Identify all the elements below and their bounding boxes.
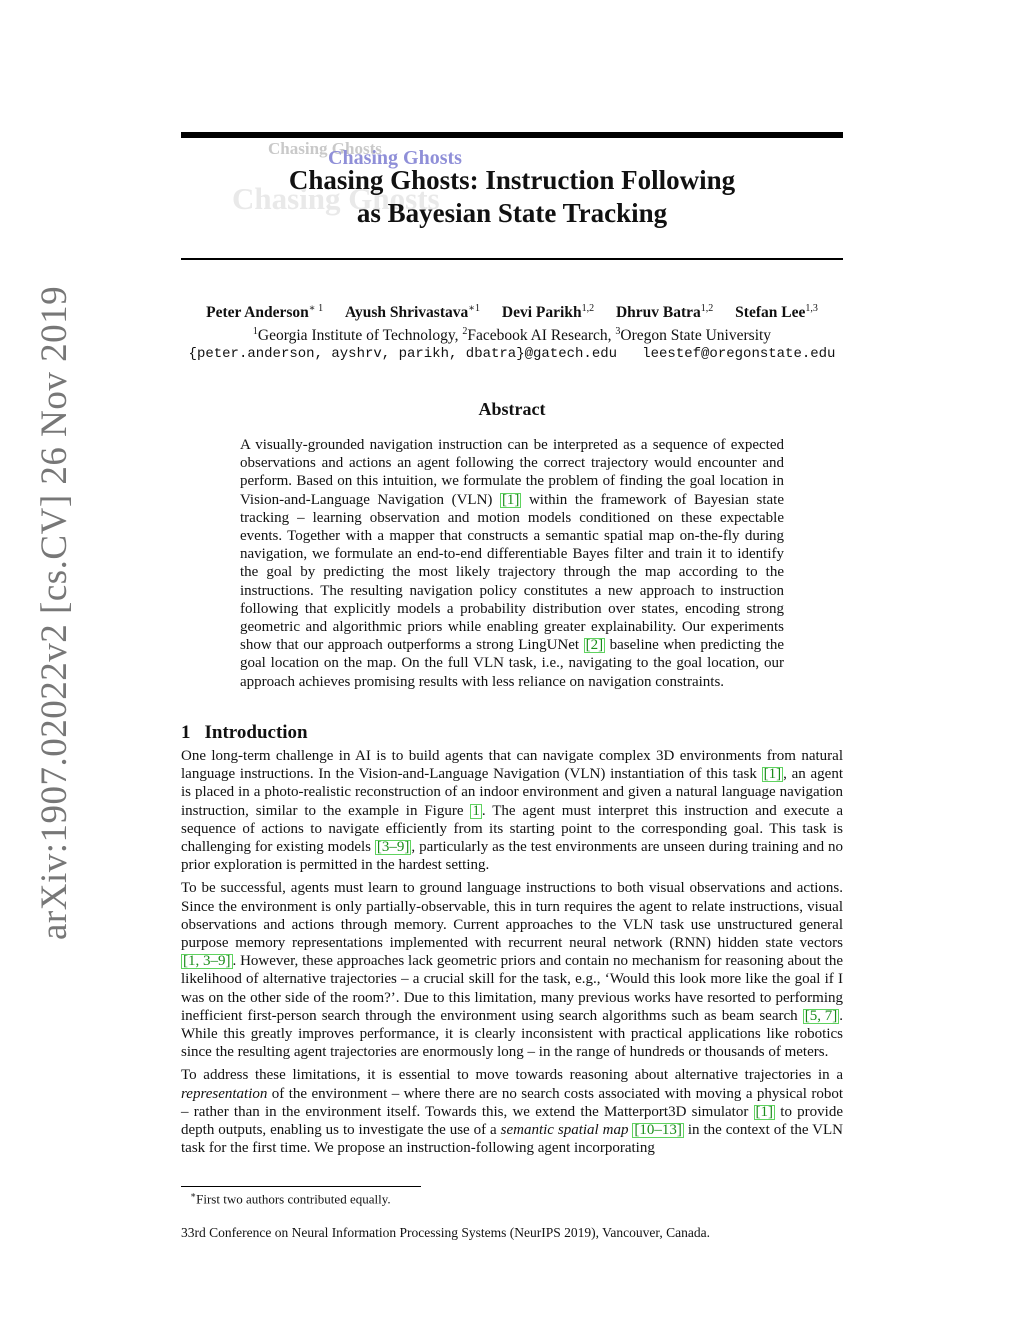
author: Ayush Shrivastava$^{∗1}$: [344, 303, 481, 322]
author-emails: {peter.anderson, ayshrv, parikh, dbatra}@gatech.edu leestef@oregonstate.edu: [188, 346, 836, 363]
footnote: ∗First two authors contributed equally.: [190, 1190, 391, 1207]
abstract-text: A visually-grounded navigation instruction can be interpreted as a sequence of expected observations and actions an agent following the correct trajectory would encounter and perform. Based on this intuition, we formulate the problem of finding the goal location in Vision-and-Language Navigation (VLN) [1] within the framework of Bayesian state tracking – learning observation and motion models conditioned on these expectable events. Together with a mapper that constructs a semantic spatial map on-the-fly during navigation, we formulate an end-to-end differentiable Bayes filter and train it to identify the goal by predicting the most likely trajectory through the map according to the instructions. The resulting navigation policy constitutes a new approach to instruction following that explicitly models a probability distribution over states, encoding strong geometric and algorithmic priors while enabling greater explainability. Our experiments show that our approach outperforms a strong LingUNet [2] baseline when predicting the goal location on the map. On the full VLN task, i.e., navigating to the goal location, our approach achieves promising results with less reliance on navigation constraints.: [240, 437, 784, 690]
venue-footer: 33rd Conference on Neural Information Processing Systems (NeurIPS 2019), Vancouver, Canada.: [181, 1225, 710, 1240]
paper-title: [181, 164, 843, 230]
citation-link[interactable]: [5, 7]: [804, 1007, 838, 1024]
paragraph: To be successful, agents must learn to ground language instructions to both visual observations and actions. Since the environment is only partially-observable, this in turn requires the agent to relate instructions, visual observations and actions through memory. Current approaches to the VLN task use unstructured general purpose memory representations implemented with recurrent neural network (RNN) hidden state vectors [1, 3–9] . However, these approaches lack geometric priors and contain no mechanism for reasoning about the likelihood of alternative trajectories – a crucial skill for the task, e.g., ‘Would this look more like the goal if I was on the other side of the room?’. Due to this limitation, many previous works have resorted to performing inefficient first-person search through the environment using search algorithms such as beam search [5, 7] . While this greatly improves performance, it is clearly inconsistent with practical applications like robotics since the resulting agent trajectories are enormously long – in the range of hundreds or thousands of meters.: [181, 880, 843, 1061]
paragraph: To address these limitations, it is essential to move towards reasoning about alternative trajectories in a representation of the environment – where there are no search costs associated with moving a physical robot – rather than in the environment itself. Towards this, we extend the Matterport3D simulator [1] to provide depth outputs, enabling us to investigate the use of a semantic spatial map [10–13] in the context of the VLN task for the first time. We propose an instruction-following agent incorporating: [181, 1067, 844, 1157]
citation-link[interactable]: [2]: [585, 637, 604, 654]
citation-link[interactable]: [10–13]: [634, 1122, 682, 1139]
section-heading-introduction: 1 Introduction: [181, 722, 308, 743]
ghost-title-blue: Chasing Ghosts: [328, 147, 462, 169]
title-top-rule: [181, 132, 843, 138]
author: Stefan Lee$^{1,3}$: [735, 303, 818, 322]
title-bottom-rule: [181, 258, 843, 260]
citation-link[interactable]: [1]: [763, 766, 782, 783]
introduction-body: [181, 747, 843, 1162]
abstract-heading: Abstract: [478, 399, 546, 419]
author: Dhruv Batra$^{1,2}$: [615, 303, 714, 322]
title-line-1: Chasing Ghosts: Instruction Following: [288, 165, 736, 195]
arxiv-identifier: arXiv:1907.02022v2 [cs.CV] 26 Nov 2019: [34, 285, 75, 940]
author: Devi Parikh$^{1,2}$: [501, 303, 595, 322]
citation-link[interactable]: [3–9]: [376, 839, 410, 856]
figure-link[interactable]: 1: [472, 802, 480, 819]
title-line-2: as Bayesian State Tracking: [356, 198, 668, 228]
ghost-title-large: Chasing Ghosts: [232, 181, 440, 216]
citation-link[interactable]: [1]: [501, 491, 520, 508]
citation-link[interactable]: [1]: [755, 1103, 774, 1120]
author-block: [150, 299, 874, 364]
affiliations: $^1$Georgia Institute of Technology, $^2$Facebook AI Research, $^3$Oregon State University: [252, 326, 772, 345]
author: Peter Anderson$^{∗ 1}$: [206, 303, 324, 322]
paragraph: One long-term challenge in AI is to build agents that can navigate complex 3D environments from natural language instructions. In the Vision-and-Language Navigation (VLN) instantiation of this task [1] , an agent is placed in a photo-realistic reconstruction of an indoor environment and given a natural language navigation instruction, similar to the example in Figure 1 . The agent must interpret this instruction and execute a sequence of actions to navigate efficiently from its starting point to the corresponding goal. This task is challenging for existing models [3–9] , particularly as the test environments are unseen during training and no prior exploration is permitted in the hardest setting.: [181, 748, 844, 874]
citation-link[interactable]: [1, 3–9]: [183, 953, 231, 970]
author-list: [150, 299, 874, 322]
footnote-rule: [181, 1186, 421, 1187]
ghost-title-small: Chasing Ghosts: [268, 139, 382, 158]
